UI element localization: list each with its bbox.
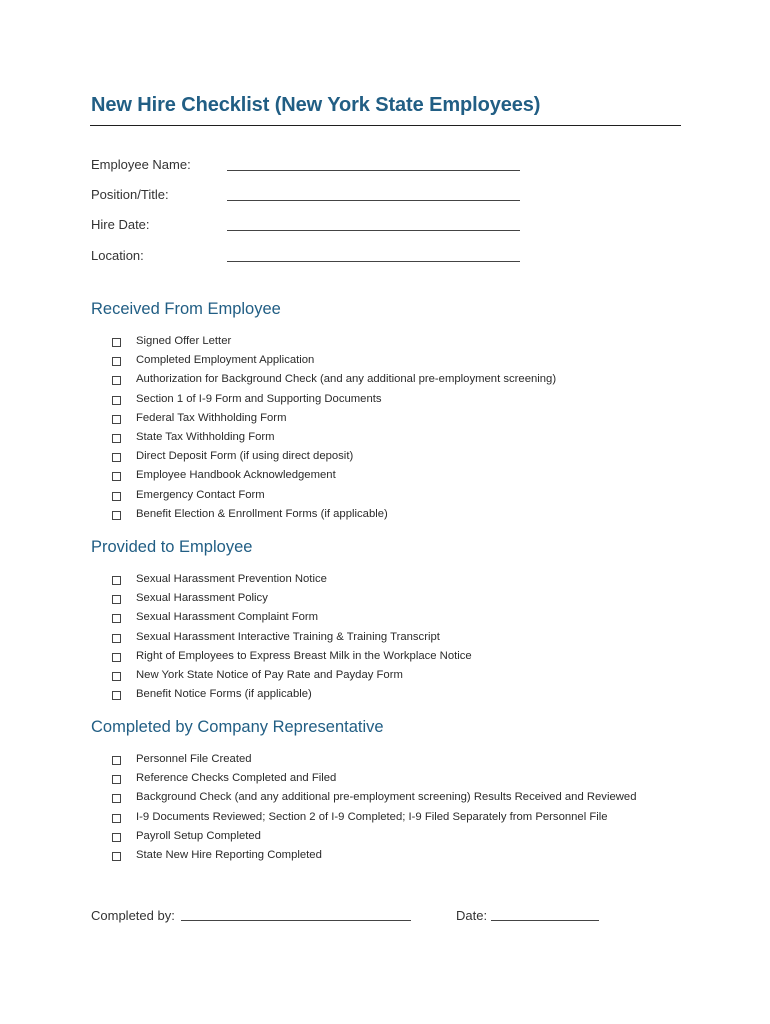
location-line[interactable] xyxy=(227,261,520,262)
checklist-item-label: Emergency Contact Form xyxy=(136,488,265,501)
date-line[interactable] xyxy=(491,920,599,921)
location-label: Location: xyxy=(91,248,144,263)
checkbox[interactable] xyxy=(112,511,121,520)
position-title-line[interactable] xyxy=(227,200,520,201)
checklist-item-label: Signed Offer Letter xyxy=(136,335,232,347)
checkbox[interactable] xyxy=(112,775,121,784)
checkbox[interactable] xyxy=(112,653,121,662)
checklist-item-label: Sexual Harassment Interactive Training & Training Transcript xyxy=(136,630,440,643)
checkbox[interactable] xyxy=(112,472,121,481)
checkbox[interactable] xyxy=(112,634,121,643)
checkbox[interactable] xyxy=(112,357,121,366)
checklist-item-label: Reference Checks Completed and Filed xyxy=(136,772,337,785)
completed-by-label: Completed by: xyxy=(91,908,175,923)
checklist-item-label: Authorization for Background Check (and any additional pre-employment screening) xyxy=(136,373,557,386)
title-divider xyxy=(90,125,681,126)
checkbox[interactable] xyxy=(112,672,121,681)
checkbox[interactable] xyxy=(112,453,121,462)
checkbox[interactable] xyxy=(112,434,121,443)
completed-by-field xyxy=(91,908,175,923)
completed-by-line[interactable] xyxy=(181,920,411,921)
checklist-item-label: Employee Handbook Acknowledgement xyxy=(136,469,336,482)
checklist-item-label: Benefit Election & Enrollment Forms (if applicable) xyxy=(136,507,388,520)
checkbox[interactable] xyxy=(112,396,121,405)
employee-name-line[interactable] xyxy=(227,170,520,171)
document-title: New Hire Checklist (New York State Employees) xyxy=(91,94,541,116)
checklist-item-label: Right of Employees to Express Breast Milk in the Workplace Notice xyxy=(136,649,472,662)
hire-date-line[interactable] xyxy=(227,230,520,231)
checklist-item-label: Federal Tax Withholding Form xyxy=(136,411,287,424)
checklist-item-label: State New Hire Reporting Completed xyxy=(136,848,322,861)
checklist-item-label: Payroll Setup Completed xyxy=(136,829,261,842)
checklist-item-label: Sexual Harassment Complaint Form xyxy=(136,611,319,624)
section-heading-received: Received From Employee xyxy=(91,300,281,318)
checkbox[interactable] xyxy=(112,492,121,501)
employee-name-label: Employee Name: xyxy=(91,157,191,172)
checklist-item-label: Personnel File Created xyxy=(136,753,252,765)
checkbox[interactable] xyxy=(112,814,121,823)
checkbox[interactable] xyxy=(112,376,121,385)
checklist-item-label: Background Check (and any additional pre-employment screening) Results Received and Reviewed xyxy=(136,791,637,804)
checkbox[interactable] xyxy=(112,614,121,623)
position-title-label: Position/Title: xyxy=(91,187,169,202)
checklist-item-label: I-9 Documents Reviewed; Section 2 of I-9 Completed; I-9 Filed Separately from Personnel File xyxy=(136,810,608,823)
checkbox[interactable] xyxy=(112,576,121,585)
checklist-item-label: Sexual Harassment Prevention Notice xyxy=(136,573,327,585)
checkbox[interactable] xyxy=(112,833,121,842)
checkbox[interactable] xyxy=(112,691,121,700)
checklist-item-label: State Tax Withholding Form xyxy=(136,430,275,443)
checkbox[interactable] xyxy=(112,756,121,765)
checkbox[interactable] xyxy=(112,852,121,861)
date-field xyxy=(456,908,487,923)
section-heading-provided: Provided to Employee xyxy=(91,538,253,556)
section-heading-completed: Completed by Company Representative xyxy=(91,718,384,736)
checkbox[interactable] xyxy=(112,415,121,424)
checklist-item-label: Direct Deposit Form (if using direct deposit) xyxy=(136,450,354,463)
checklist-item-label: Completed Employment Application xyxy=(136,354,315,367)
checkbox[interactable] xyxy=(112,595,121,604)
checklist-item-label: Benefit Notice Forms (if applicable) xyxy=(136,688,312,701)
checklist-item-label: Section 1 of I-9 Form and Supporting Documents xyxy=(136,392,382,405)
checklist-item-label: Sexual Harassment Policy xyxy=(136,592,268,605)
checklist-item-label: New York State Notice of Pay Rate and Payday Form xyxy=(136,668,403,681)
date-label: Date: xyxy=(456,908,488,923)
hire-date-label: Hire Date: xyxy=(91,217,150,232)
checkbox[interactable] xyxy=(112,794,121,803)
checkbox[interactable] xyxy=(112,338,121,347)
